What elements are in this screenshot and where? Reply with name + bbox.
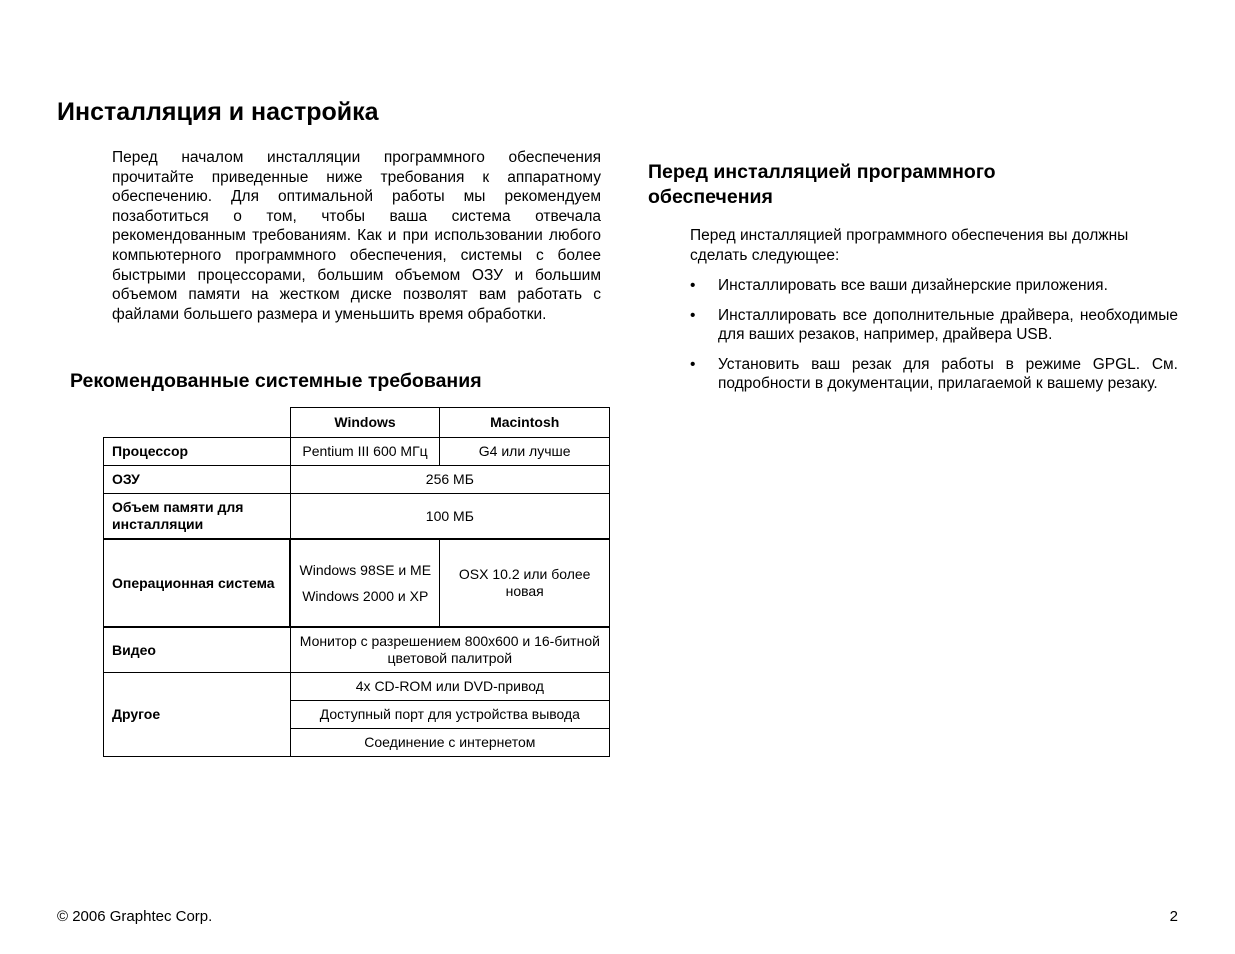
row-label-video: Видео <box>104 627 291 673</box>
list-item <box>690 355 1178 394</box>
page-number: 2 <box>1169 908 1178 925</box>
disk-value: 100 МБ <box>290 494 609 540</box>
requirements-heading: Рекомендованные системные требования <box>70 370 482 392</box>
bullet-icon: • <box>690 306 696 324</box>
before-install-heading: Перед инсталляцией программного обеспечения <box>648 161 996 208</box>
requirements-table <box>103 407 610 757</box>
row-label-os: Операционная система <box>104 539 291 627</box>
list-item-text: Установить ваш резак для работы в режиме GPGL. См. подробности в документации, прилагаемой к вашему резаку. <box>718 355 1178 393</box>
table-row-os <box>104 539 610 627</box>
table-row-video <box>104 627 610 673</box>
column-header-windows: Windows <box>290 408 440 438</box>
os-windows-line-2: Windows 2000 и XP <box>302 587 429 604</box>
row-label-disk: Объем памяти для инсталляции <box>104 494 291 540</box>
other-value-2: Доступный порт для устройства вывода <box>290 701 609 729</box>
table-row-other-1 <box>104 673 610 701</box>
other-value-3: Соединение с интернетом <box>290 729 609 757</box>
table-header-row <box>104 408 610 438</box>
intro-paragraph: Перед началом инсталляции программного обеспечения прочитайте приведенные ниже требования к аппаратному обеспечению. Для оптимальной работы мы рекомендуем позаботиться о том, чтобы ваша система отвечала рекомендованным требованиям. Как и при использовании любого компьютерного программного обеспечения, системы с более быстрыми процессорами, большим объемом ОЗУ и большим объемом памяти на жестком диске позволят вам работать с файлами большего размера и уменьшить время обработки. <box>112 149 601 323</box>
cpu-windows: Pentium III 600 МГц <box>290 438 440 466</box>
table-row-ram <box>104 466 610 494</box>
table-row-disk <box>104 494 610 540</box>
row-label-ram: ОЗУ <box>104 466 291 494</box>
ram-value: 256 МБ <box>290 466 609 494</box>
page-title: Инсталляция и настройка <box>57 98 379 126</box>
bullet-icon: • <box>690 355 696 373</box>
os-windows-line-1: Windows 98SE и ME <box>299 561 432 578</box>
list-item-text: Инсталлировать все дополнительные драйвера, необходимые для ваших резаков, например, драйвера USB. <box>718 306 1178 344</box>
table-row-cpu <box>104 438 610 466</box>
cpu-mac: G4 или лучше <box>440 438 610 466</box>
list-item <box>690 276 1178 296</box>
row-label-cpu: Процессор <box>104 438 291 466</box>
before-install-intro: Перед инсталляцией программного обеспечения вы должны сделать следующее: <box>690 227 1129 264</box>
os-mac: OSX 10.2 или более новая <box>440 539 610 627</box>
os-windows <box>290 539 440 627</box>
footer-copyright: © 2006 Graphtec Corp. <box>57 908 213 925</box>
header-empty-cell <box>104 408 291 438</box>
video-value: Монитор с разрешением 800x600 и 16-битной цветовой палитрой <box>290 627 609 673</box>
bullet-icon: • <box>690 277 696 294</box>
other-value-1: 4x CD-ROM или DVD-привод <box>290 673 609 701</box>
column-header-macintosh: Macintosh <box>440 408 610 438</box>
list-item <box>690 306 1178 345</box>
list-item-text: Инсталлировать все ваши дизайнерские приложения. <box>718 277 1108 294</box>
before-install-list <box>690 276 1178 404</box>
row-label-other: Другое <box>104 673 291 757</box>
